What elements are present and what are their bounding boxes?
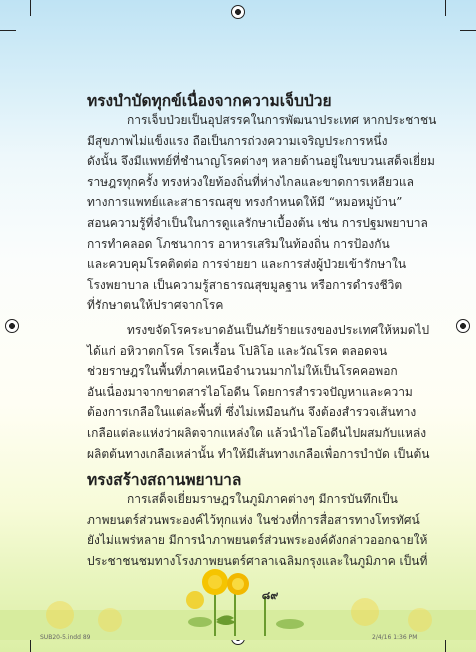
- text-line: ช่วยราษฎรในพื้นที่ภาคเหนือจำนวนมากไม่ให้เป็นโรคคอพอก: [87, 364, 398, 379]
- registration-mark-right: [456, 319, 470, 333]
- text-line: การเจ็บป่วยเป็นอุปสรรคในการพัฒนาประเทศ หากประชาชน: [127, 113, 437, 127]
- text-line: ทรงขจัดโรคระบาดอันเป็นภัยร้ายแรงของประเทศให้หมดไป: [127, 323, 430, 337]
- text-line: การทำคลอด โภชนาการ อาหารเสริมในท้องถิ่น การป้องกัน: [87, 236, 390, 251]
- text-line: และควบคุมโรคติดต่อ การจ่ายยา และการส่งผู้ป่วยเข้ารักษาใน: [87, 257, 407, 272]
- text-line: ยังไม่แพร่หลาย มีการนำภาพยนตร์ส่วนพระองค์ดังกล่าวออกฉายให้: [87, 533, 428, 548]
- text-line: ประชาชนชมทางโรงภาพยนตร์ศาลาเฉลิมกรุงและในภูมิภาค เป็นที่: [87, 553, 428, 568]
- text-line: มีสุขภาพไม่แข็งแรง ถือเป็นการถ่วงความเจริญประการหนึ่ง: [87, 133, 388, 148]
- section-heading-hospitals: ทรงสร้างสถานพยาบาล: [87, 470, 242, 489]
- text-line: ได้แก่ อหิวาตกโรค โรคเรื้อน โปลิโอ และวัณโรค ตลอดจน: [87, 343, 388, 358]
- text-line: ทางการแพทย์และสาธารณสุข ทรงกำหนดให้มี “หมอหมู่บ้าน”: [87, 195, 403, 210]
- page-number: ๘๙: [261, 589, 279, 602]
- marigold-flowers-decoration: [0, 560, 476, 640]
- text-line: ราษฎรทุกครั้ง ทรงห่วงใยท้องถิ่นที่ห่างไกลและขาดการเหลียวแล: [87, 174, 414, 189]
- registration-mark-top: [231, 5, 245, 19]
- section-heading-illness: ทรงบำบัดทุกข์เนื่องจากความเจ็บป่วย: [87, 91, 332, 110]
- crop-mark-right-top: [460, 30, 476, 31]
- text-line: การเสด็จเยี่ยมราษฎรในภูมิภาคต่างๆ มีการบันทึกเป็น: [127, 492, 398, 506]
- print-slug-left: SUB20-5.indd 89: [40, 634, 91, 641]
- text-line: โรงพยาบาล เป็นความรู้สาธารณสุขมูลฐาน หรือการดำรงชีวิต: [87, 277, 403, 292]
- text-line: สอนความรู้ที่จำเป็นในการดูแลรักษาเบื้องต้น เช่น การปฐมพยาบาล: [87, 215, 428, 230]
- registration-mark-left: [5, 319, 19, 333]
- text-line: เกลือแต่ละแห่งว่าผลิตจากแหล่งใด แล้วนำไอโอดีนไปผสมกับแหล่ง: [87, 425, 427, 440]
- paragraph-illness-intro: [87, 110, 437, 316]
- text-line: ที่รักษาตนให้ปราศจากโรค: [87, 298, 224, 313]
- text-line: ภาพยนตร์ส่วนพระองค์ไว้ทุกแห่ง ในช่วงที่การสื่อสารทางโทรทัศน์: [87, 512, 420, 527]
- crop-mark-top-right: [445, 0, 446, 16]
- text-line: ต้องการเกลือในแต่ละพื้นที่ ซึ่งไม่เหมือนกัน จึงต้องสำรวจเส้นทาง: [87, 405, 417, 420]
- crop-mark-top-left: [30, 0, 31, 16]
- print-slug-right: 2/4/16 1:36 PM: [372, 634, 418, 641]
- crop-mark-left-top: [0, 30, 16, 31]
- text-line: ผลิตต้นทางเกลือเหล่านั้น ทำให้มีเส้นทางเกลือเพื่อการบำบัด เป็นต้น: [87, 446, 430, 461]
- text-line: ดังนั้น จึงมีแพทย์ที่ชำนาญโรคต่างๆ หลายด้านอยู่ในขบวนเสด็จเยี่ยม: [87, 154, 435, 169]
- paragraph-epidemic: [87, 320, 430, 464]
- text-line: อันเนื่องมาจากขาดสารไอโอดีน โดยการสำรวจปัญหาและความ: [87, 384, 413, 399]
